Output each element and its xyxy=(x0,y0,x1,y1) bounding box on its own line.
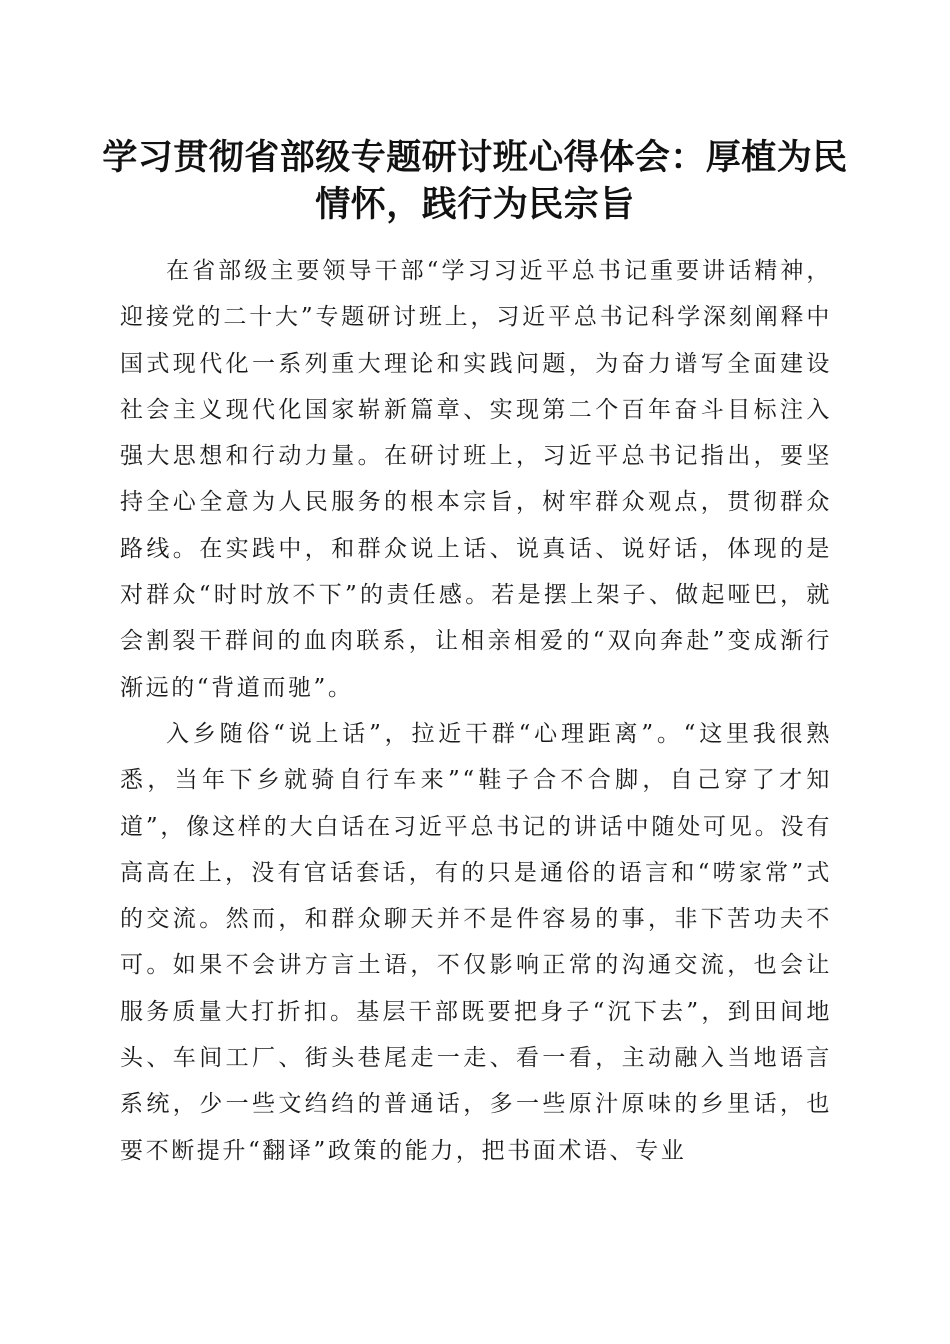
paragraph-1: 在省部级主要领导干部“学习习近平总书记重要讲话精神，迎接党的二十大”专题研讨班上，习近平总书记科学深刻阐释中国式现代化一系列重大理论和实践问题，为奋力谱写全面建设社会主义现代化国家崭新篇章、实现第二个百年奋斗目标注入强大思想和行动力量。在研讨班上，习近平总书记指出，要坚持全心全意为人民服务的根本宗旨，树牢群众观点，贯彻群众路线。在实践中，和群众说上话、说真话、说好话，体现的是对群众“时时放不下”的责任感。若是摆上架子、做起哑巴，就会割裂干群间的血肉联系，让相亲相爱的“双向奔赴”变成渐行渐远的“背道而驰”。 xyxy=(120,258,832,701)
document-body xyxy=(120,248,832,1174)
document-title: 学习贯彻省部级专题研讨班心得体会：厚植为民情怀，践行为民宗旨 xyxy=(102,137,848,225)
paragraph-2: 入乡随俗“说上话”，拉近干群“心理距离”。“这里我很熟悉，当年下乡就骑自行车来”“鞋子合不合脚，自己穿了才知道”，像这样的大白话在习近平总书记的讲话中随处可见。没有高高在上，没有官话套话，有的只是通俗的语言和“唠家常”式的交流。然而，和群众聊天并不是件容易的事，非下苦功夫不可。如果不会讲方言土语，不仅影响正常的沟通交流，也会让服务质量大打折扣。基层干部既要把身子“沉下去”，到田间地头、车间工厂、街头巷尾走一走、看一看，主动融入当地语言系统，少一些文绉绉的普通话，多一些原汁原味的乡里话，也要不断提升“翻译”政策的能力，把书面术语、专业 xyxy=(120,720,832,1164)
